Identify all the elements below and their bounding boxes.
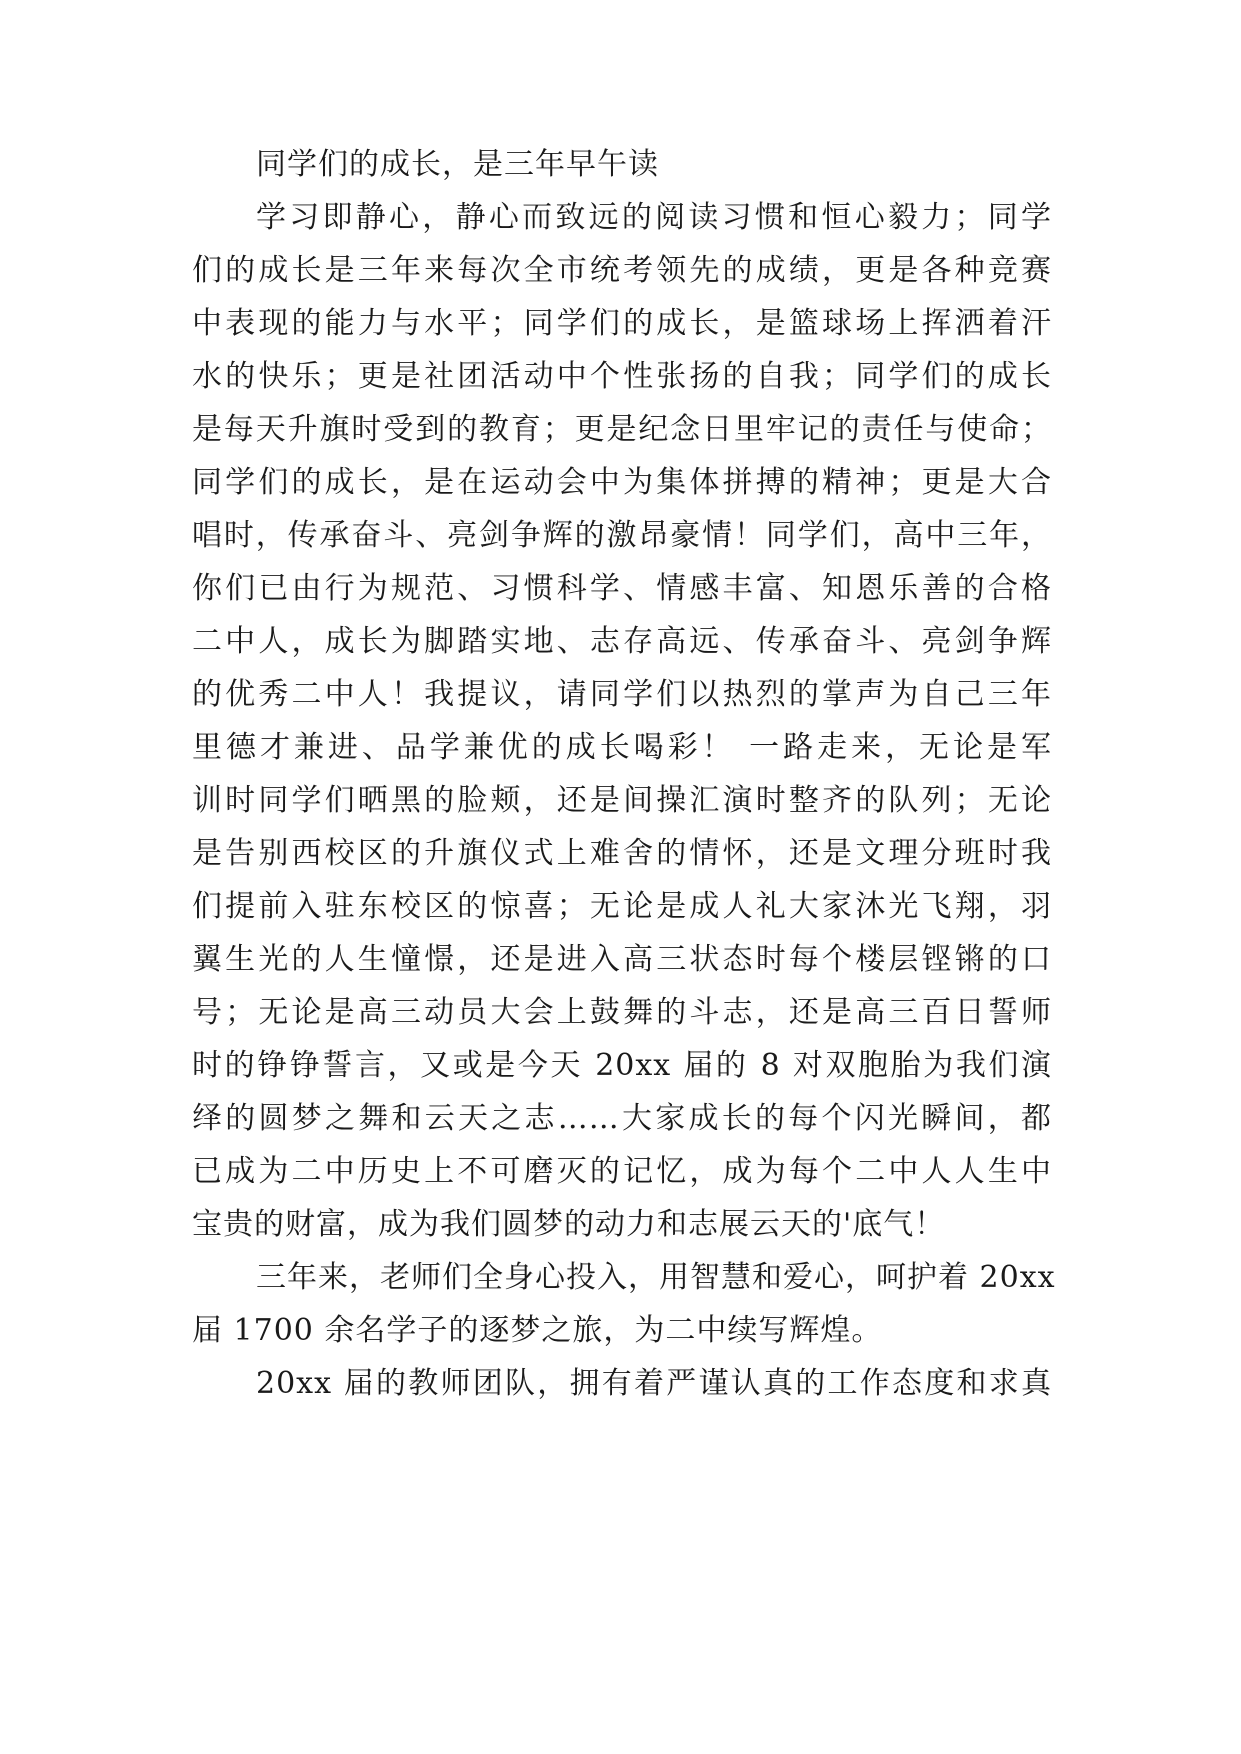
text-line-12: 里德才兼进、品学兼优的成长喝彩！ 一路走来，无论是军 [192,730,1052,765]
text-line-21: 宝贵的财富，成为我们圆梦的动力和志展云天的'底气！ [192,1207,946,1242]
text-line-16: 翼生光的人生憧憬，还是进入高三状态时每个楼层铿锵的口 [192,942,1052,977]
text-line-7: 同学们的成长，是在运动会中为集体拼搏的精神；更是大合 [192,465,1052,500]
text-line-8: 唱时，传承奋斗、亮剑争辉的激昂豪情！同学们，高中三年， [192,518,1052,553]
text-line-1: 同学们的成长，是三年早午读 [256,147,659,182]
text-line-13: 训时同学们晒黑的脸颊，还是间操汇演时整齐的队列；无论 [192,783,1052,818]
text-line-4: 中表现的能力与水平；同学们的成长，是篮球场上挥洒着汗 [192,306,1052,341]
text-line-24: 20xx 届的教师团队，拥有着严谨认真的工作态度和求真 [256,1366,1052,1401]
text-line-2: 学习即静心，静心而致远的阅读习惯和恒心毅力；同学 [256,200,1052,235]
text-line-15: 们提前入驻东校区的惊喜；无论是成人礼大家沐光飞翔，羽 [192,889,1052,924]
text-line-20: 已成为二中历史上不可磨灭的记忆，成为每个二中人人生中 [192,1154,1052,1189]
text-line-10: 二中人，成长为脚踏实地、志存高远、传承奋斗、亮剑争辉 [192,624,1052,659]
text-line-14: 是告别西校区的升旗仪式上难舍的情怀，还是文理分班时我 [192,836,1052,871]
text-line-17: 号；无论是高三动员大会上鼓舞的斗志，还是高三百日誓师 [192,995,1052,1030]
text-line-5: 水的快乐；更是社团活动中个性张扬的自我；同学们的成长 [192,359,1052,394]
text-line-3: 们的成长是三年来每次全市统考领先的成绩，更是各种竞赛 [192,253,1052,288]
text-line-11: 的优秀二中人！我提议，请同学们以热烈的掌声为自己三年 [192,677,1052,712]
text-line-6: 是每天升旗时受到的教育；更是纪念日里牢记的责任与使命； [192,412,1052,447]
text-line-23: 届 1700 余名学子的逐梦之旅，为二中续写辉煌。 [192,1313,883,1348]
text-line-18: 时的铮铮誓言，又或是今天 20xx 届的 8 对双胞胎为我们演 [192,1048,1052,1083]
text-line-9: 你们已由行为规范、习惯科学、情感丰富、知恩乐善的合格 [192,571,1052,606]
text-line-22: 三年来，老师们全身心投入，用智慧和爱心，呵护着 20xx [256,1260,1056,1295]
text-line-19: 绎的圆梦之舞和云天之志……大家成长的每个闪光瞬间，都 [192,1101,1052,1136]
